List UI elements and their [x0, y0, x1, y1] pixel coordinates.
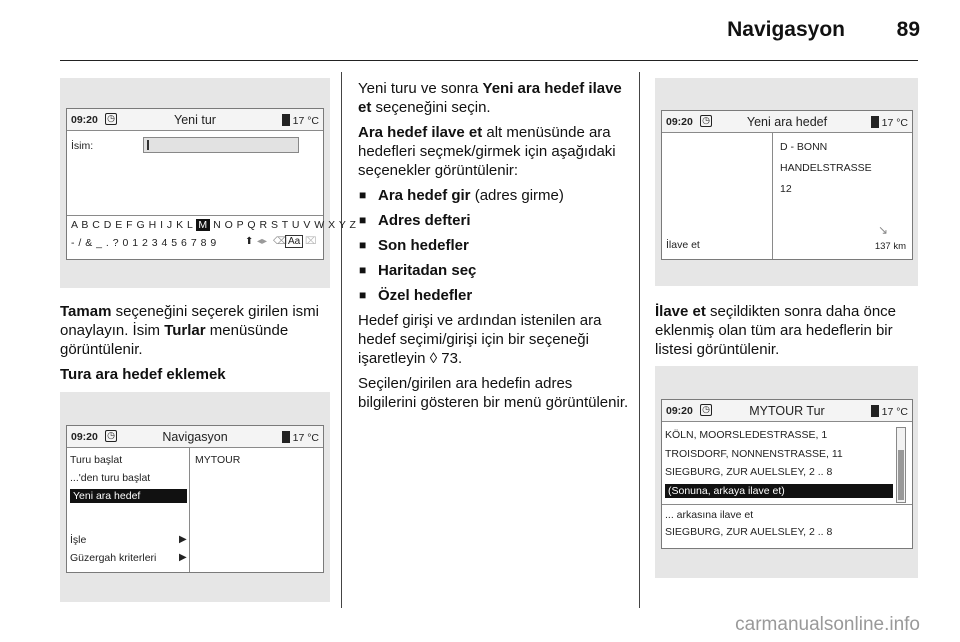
chapter-title: Navigasyon [727, 18, 845, 41]
pane-divider [772, 133, 773, 259]
clock-icon: ◷ [105, 430, 117, 442]
menu-item-edit[interactable]: İşle [70, 534, 87, 546]
address-city: D - BONN [780, 141, 828, 153]
section-heading: Tura ara hedef eklemek [60, 366, 226, 383]
menu-item-start-from[interactable]: ...'den turu başlat [70, 472, 151, 484]
screen-yeni-ara-hedef [661, 110, 913, 260]
column-divider-1 [341, 72, 342, 608]
menu-item-new-waypoint[interactable]: Yeni ara hedef [70, 489, 187, 503]
bullet-address-book: ■ Adres defteri [358, 211, 630, 230]
paragraph-destination-entry: Hedef girişi ve ardından istenilen ara hedef seçimi/girişi için bir seçeneği işaretleyin ◊ 73. [358, 312, 602, 367]
paragraph-waypoint-list: İlave et seçildikten sonra daha önce eklenmiş olan tüm ara hedeflerin bir listesi görüntülenir. [655, 303, 896, 358]
paragraph-address-menu: Seçilen/girilen ara hedefin adres bilgilerini gösteren bir menü görüntülenir. [358, 375, 629, 411]
temperature: 17 °C [282, 431, 319, 444]
screenshot-frame-1 [60, 78, 357, 288]
case-toggle-button[interactable]: Aa [285, 235, 303, 248]
clock-icon: ◷ [105, 113, 117, 125]
screen-status-bar [67, 426, 323, 448]
bullet-recent-destinations: ■ Son hedefler [358, 236, 630, 255]
bullet-enter-waypoint: ■ Ara hedef gir (adres girme) [358, 186, 630, 205]
list-item[interactable]: SIEGBURG, ZUR AUELSLEY, 2 .. 8 [665, 526, 833, 538]
clock-time: 09:20 [71, 431, 98, 443]
menu-item-route-criteria[interactable]: Güzergah kriterleri [70, 552, 157, 564]
cursor-arrows-icon[interactable]: ◂▸ [257, 236, 268, 247]
column-1-text [60, 302, 330, 390]
screenshot-frame-3 [655, 78, 918, 286]
pane-divider [189, 448, 190, 572]
temperature: 17 °C [282, 114, 319, 127]
tour-name: MYTOUR [195, 454, 241, 466]
screenshot-frame-2 [60, 392, 330, 602]
scrollbar-thumb[interactable] [898, 450, 904, 500]
column-2-text [358, 79, 630, 418]
name-label: İsim: [71, 140, 94, 152]
add-button[interactable]: İlave et [666, 239, 700, 251]
thermometer-icon [871, 405, 879, 417]
direction-arrow-icon: ↘ [877, 223, 888, 237]
backspace-icon[interactable]: ⌫ [273, 236, 288, 247]
clock-time: 09:20 [71, 114, 98, 126]
temperature: 17 °C [871, 116, 908, 129]
screenshot-frame-4 [655, 366, 918, 578]
distance: 137 km [874, 241, 906, 252]
clock-icon: ◷ [700, 115, 712, 127]
list-divider [662, 504, 912, 505]
paragraph-select-option: Yeni turu ve sonra Yeni ara hedef ilave et seçeneğini seçin. [358, 80, 622, 116]
thermometer-icon [871, 116, 879, 128]
screen-navigasyon [66, 425, 324, 573]
list-item[interactable]: KÖLN, MOORSLEDESTRASSE, 1 [665, 429, 828, 441]
list-item[interactable]: SIEGBURG, ZUR AUELSLEY, 2 .. 8 [665, 466, 833, 478]
temperature: 17 °C [871, 405, 908, 418]
keyboard-rule [67, 215, 323, 216]
clock-icon: ◷ [700, 404, 712, 416]
thermometer-icon [282, 431, 290, 443]
confirm-icon[interactable]: ⌧ [305, 236, 317, 247]
site-watermark: carmanualsonline.info [735, 614, 920, 635]
screen-status-bar [662, 111, 912, 133]
name-input[interactable] [143, 137, 299, 153]
column-3-text [655, 302, 920, 365]
screen-title: Navigasyon [162, 430, 228, 444]
address-street: HANDELSTRASSE [780, 162, 872, 174]
page-header [0, 0, 960, 60]
scrollbar[interactable] [896, 427, 906, 503]
key-selected[interactable]: M [198, 219, 208, 231]
screen-title: MYTOUR Tur [749, 404, 825, 418]
thermometer-icon [282, 114, 290, 126]
clock-time: 09:20 [666, 116, 693, 128]
address-number: 12 [780, 183, 792, 195]
clock-time: 09:20 [666, 405, 693, 417]
screen-mytour-tur [661, 399, 913, 549]
paragraph-submenu: Ara hedef ilave et alt menüsünde ara hedefleri seçmek/girmek için aşağıdaki seçenekler görüntülenir: [358, 124, 616, 179]
page-number: 89 [896, 18, 920, 41]
shift-icon[interactable]: ⬆ [245, 236, 254, 247]
chevron-right-icon: ▶ [179, 534, 187, 545]
list-item-selected[interactable]: (Sonuna, arkaya ilave et) [665, 484, 893, 498]
list-item[interactable]: TROISDORF, NONNENSTRASSE, 11 [665, 448, 843, 460]
keyboard-row-letters[interactable]: A B C D E F G H I J K L M N O P Q R S T U V W X Y Z [71, 219, 357, 231]
paragraph-confirm-name: Tamam seçeneğini seçerek girilen ismi onaylayın. İsim Turlar menüsünde görüntülenir. [60, 303, 320, 358]
chevron-right-icon: ▶ [179, 552, 187, 563]
menu-item-start-tour[interactable]: Turu başlat [70, 454, 123, 466]
screen-title: Yeni tur [174, 113, 216, 127]
bullet-special-destinations: ■ Özel hedefler [358, 286, 630, 305]
screen-status-bar [67, 109, 323, 131]
list-item[interactable]: ... arkasına ilave et [665, 509, 754, 521]
bullet-select-from-map: ■ Haritadan seç [358, 261, 630, 280]
header-rule [60, 60, 918, 61]
keyboard-row-digits[interactable]: - / & _ . ? 0 1 2 3 4 5 6 7 8 9 [71, 237, 217, 249]
screen-title: Yeni ara hedef [746, 115, 828, 129]
screen-yeni-tur [66, 108, 357, 260]
screen-status-bar [662, 400, 912, 422]
column-divider-2 [639, 72, 640, 608]
text-cursor [147, 140, 149, 150]
